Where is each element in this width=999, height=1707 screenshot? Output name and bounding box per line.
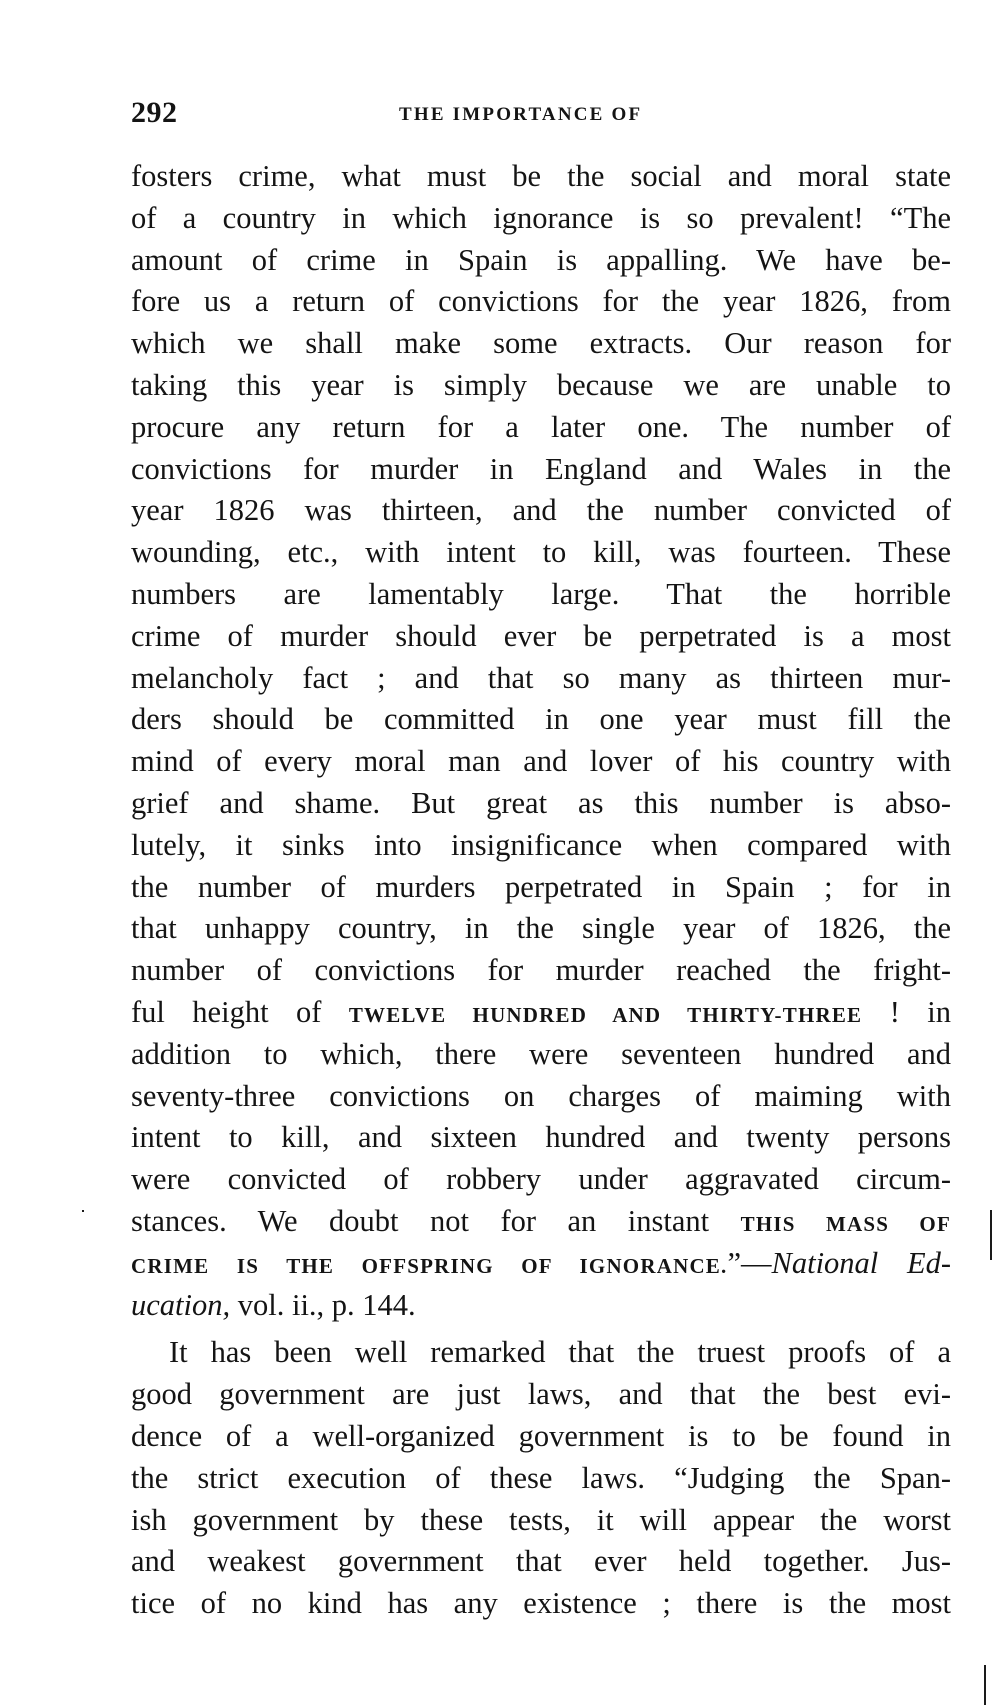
scan-margin-mark [82,1210,84,1212]
running-title: THE IMPORTANCE OF [399,104,643,125]
page-number: 292 [131,96,178,129]
text-line: that unhappy country, in the single year of 1826, the [131,911,951,946]
paragraph-1 [131,156,951,1326]
text-line: melancholy fact ; and that so many as thirteen mur- [131,660,951,695]
text-line: convictions for murder in England and Wales in the [131,451,951,486]
text-line: number of convictions for murder reached the fright- [131,953,951,988]
text-line: procure any return for a later one. The number of [131,409,951,444]
text-line: crime of murder should ever be perpetrated is a most [131,618,951,653]
text-line: numbers are lamentably large. That the horrible [131,576,951,611]
running-head [131,96,951,136]
scan-margin-mark [990,1210,992,1260]
text-line: were convicted of robbery under aggravated circum- [131,1162,951,1197]
text-line [131,1201,951,1243]
text-line: good government are just laws, and that the best evi- [131,1377,951,1412]
text-line: lutely, it sinks into insignificance when compared with [131,827,951,862]
text-line [131,1243,951,1285]
citation-title: ucation, [131,1287,231,1322]
text-line [131,1285,951,1327]
text-line: addition to which, there were seventeen hundred and [131,1036,951,1071]
text-line: the strict execution of these laws. “Judging the Span- [131,1460,951,1495]
text-line: amount of crime in Spain is appalling. We have be- [131,242,951,277]
text-line: mind of every moral man and lover of his country with [131,744,951,779]
body-text [131,156,951,1625]
paragraph-2 [131,1332,951,1625]
citation-title: National Ed- [771,1245,951,1280]
text-line: intent to kill, and sixteen hundred and twenty persons [131,1120,951,1155]
scan-margin-mark [984,1665,986,1705]
text-line: fosters crime, what must be the social and moral state [131,159,951,193]
text-line: fore us a return of convictions for the year 1826, from [131,284,951,319]
text-line: taking this year is simply because we are unable to [131,367,951,402]
text-line: of a country in which ignorance is so prevalent! “The [131,200,951,235]
small-caps-emphasis: TWELVE HUNDRED AND THIRTY-THREE [348,1002,863,1027]
text-line: seventy-three convictions on charges of maiming with [131,1078,951,1113]
text-line: year 1826 was thirteen, and the number convicted of [131,493,951,528]
text-line [131,992,951,1034]
text-line: ish government by these tests, it will appear the worst [131,1502,951,1537]
text-run: ! in [862,994,951,1029]
text-line: which we shall make some extracts. Our reason for [131,326,951,361]
text-run: ful height of [131,994,349,1029]
text-line: the number of murders perpetrated in Spain ; for in [131,869,951,904]
text-line: grief and shame. But great as this number is abso- [131,785,951,820]
text-line: It has been well remarked that the truest proofs of a [169,1335,951,1370]
text-line: dence of a well-organized government is to be found in [131,1418,951,1453]
text-line: ders should be committed in one year must fill the [131,702,951,737]
small-caps-emphasis: THIS MASS OF [740,1211,951,1236]
text-line: tice of no kind has any existence ; there is the most [131,1586,951,1621]
text-line: wounding, etc., with intent to kill, was fourteen. These [131,535,951,570]
text-run: stances. We doubt not for an instant [131,1203,741,1238]
text-line: and weakest government that ever held together. Jus- [131,1544,951,1579]
text-run: ”— [727,1245,772,1280]
small-caps-emphasis: CRIME IS THE OFFSPRING OF IGNORANCE. [131,1253,728,1278]
citation-reference: vol. ii., p. 144. [230,1287,416,1322]
